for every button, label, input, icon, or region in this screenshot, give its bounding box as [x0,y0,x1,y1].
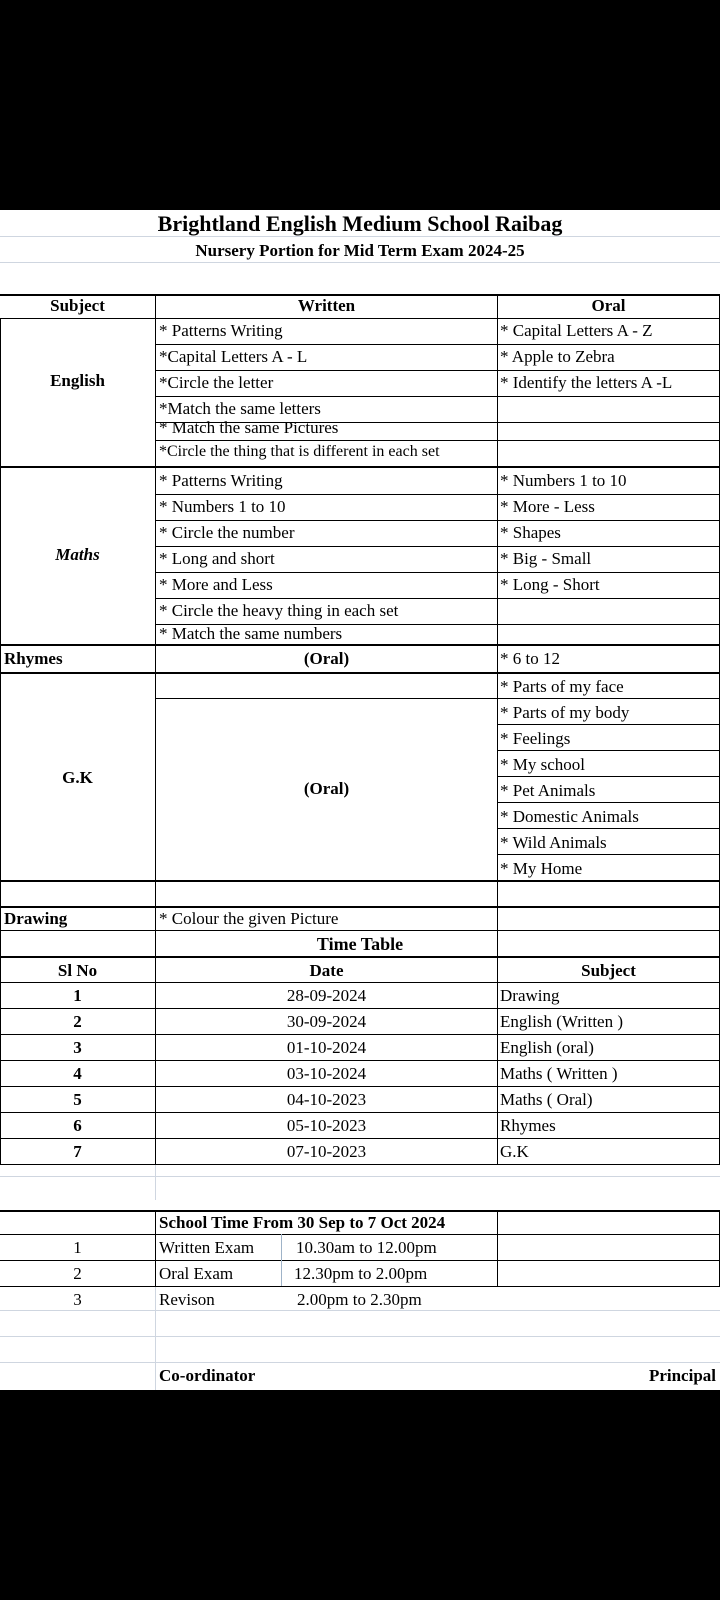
table-border [0,644,720,646]
table-border [497,828,720,829]
coordinator-signature-label: Co-ordinator [159,1366,256,1385]
table-border [0,1234,720,1235]
table-border [155,494,720,495]
table-border [497,750,720,751]
gridline [281,1234,282,1286]
table-row-date: 03-10-2024 [286,1064,367,1083]
table-border [0,906,720,908]
timetable-title: Time Table [316,934,404,954]
table-row-subject: Drawing [500,986,560,1005]
gridline [0,1362,720,1363]
table-border [497,802,720,803]
subject-drawing: Drawing [4,909,68,928]
list-item: * Parts of my face [500,677,624,696]
table-border [0,1286,720,1287]
table-row-sl: 1 [73,1238,82,1257]
table-border [155,598,720,599]
list-item: *Capital Letters A - L [159,347,308,366]
list-item: * Identify the letters A -L [500,373,673,392]
table-border [497,724,720,725]
table-border [497,294,498,882]
list-item: * More and Less [159,575,273,594]
table-row-subject: English (oral) [500,1038,594,1057]
table-row-subject: Maths ( Oral) [500,1090,593,1109]
table-row-sl: 2 [73,1264,82,1283]
table-row-subject: Rhymes [500,1116,556,1135]
table-border [155,546,720,547]
table-border [0,318,720,319]
list-item: * Feelings [500,729,571,748]
list-item: * Domestic Animals [500,807,639,826]
table-row-date: 28-09-2024 [286,986,367,1005]
table-row-sl: 3 [73,1038,82,1057]
list-item: * Numbers 1 to 10 [159,497,286,516]
gridline [0,1176,720,1177]
column-header-subject-tt: Subject [581,961,636,980]
list-item: * 6 to 12 [500,649,560,668]
table-border [155,396,720,397]
list-item: * Patterns Writing [159,321,283,340]
exam-sheet [0,210,720,1390]
table-border [155,440,720,441]
table-border [0,930,720,931]
table-row-date: 07-10-2023 [286,1142,367,1161]
school-name: Brightland English Medium School Raibag [157,211,563,236]
subject-maths: Maths [55,545,100,564]
list-item: * Wild Animals [500,833,607,852]
table-border [155,370,720,371]
list-item: * Long - Short [500,575,600,594]
list-item: * Circle the heavy thing in each set [159,601,399,620]
table-border [0,1008,720,1009]
table-border [0,906,1,930]
table-row-sl: 3 [73,1290,82,1309]
list-item: * Match the same numbers [159,624,343,643]
subject-rhymes: Rhymes [4,649,63,668]
list-item: * Match the same Pictures [159,418,339,437]
table-row-label: Written Exam [159,1238,255,1257]
list-item: * Big - Small [500,549,592,568]
table-border [155,344,720,345]
list-item: * Pet Animals [500,781,596,800]
table-border [0,1060,720,1061]
school-time-title: School Time From 30 Sep to 7 Oct 2024 [159,1213,446,1232]
table-row-label: Oral Exam [159,1264,234,1283]
list-item: * My Home [500,859,583,878]
list-item: *Circle the letter [159,373,274,392]
list-item: *Match the same letters [159,399,321,418]
list-item: * Long and short [159,549,275,568]
table-row-sl: 2 [73,1012,82,1031]
list-item: * Colour the given Picture [159,909,339,928]
table-border [0,880,720,882]
page-subtitle: Nursery Portion for Mid Term Exam 2024-25 [195,241,525,260]
table-row-sl: 6 [73,1116,82,1135]
table-border [0,1164,720,1165]
table-border [0,1034,720,1035]
subject-gk: G.K [62,768,93,787]
table-border [497,956,498,1164]
table-border [0,1260,720,1261]
table-border [0,1138,720,1139]
table-border [0,1086,720,1087]
table-row-sl: 7 [73,1142,82,1161]
table-row-subject: Maths ( Written ) [500,1064,618,1083]
table-row-subject: English (Written ) [500,1012,624,1031]
list-item: * Numbers 1 to 10 [500,471,627,490]
column-header-subject: Subject [50,296,105,315]
table-row-sl: 4 [73,1064,82,1083]
column-header-slno: Sl No [57,961,98,980]
table-row-date: 04-10-2023 [286,1090,367,1109]
table-row-sl: 1 [73,986,82,1005]
list-item: * Circle the number [159,523,295,542]
table-row-label: Revison [159,1290,215,1309]
table-border [155,906,156,930]
table-border [0,466,720,468]
table-row-time: 2.00pm to 2.30pm [297,1290,422,1309]
table-border [0,672,720,674]
column-header-date: Date [309,961,344,980]
subject-english: English [50,371,105,390]
list-item: * Patterns Writing [159,471,283,490]
list-item: * Shapes [500,523,561,542]
table-border [155,1210,156,1286]
gridline [155,1286,156,1390]
table-border [497,1210,498,1286]
column-header-oral: Oral [591,296,626,315]
table-border [0,956,720,958]
gridline [0,262,720,263]
table-row-date: 01-10-2024 [286,1038,367,1057]
gridline [0,236,720,237]
table-border [497,854,720,855]
list-item: *Circle the thing that is different in each set [159,443,440,460]
principal-signature-label: Principal [648,1366,716,1385]
list-item: * Parts of my body [500,703,630,722]
list-item: * My school [500,755,585,774]
table-border [497,906,498,930]
table-border [0,1210,720,1212]
table-border [497,776,720,777]
gk-written: (Oral) [303,779,350,798]
gridline [0,1310,720,1311]
list-item: * Apple to Zebra [500,347,615,366]
table-border [155,520,720,521]
table-row-sl: 5 [73,1090,82,1109]
list-item: * More - Less [500,497,595,516]
column-header-written: Written [297,296,356,315]
table-border [155,572,720,573]
table-row-subject: G.K [500,1142,529,1161]
table-row-time: 12.30pm to 2.00pm [294,1264,428,1283]
table-row-date: 05-10-2023 [286,1116,367,1135]
table-row-time: 10.30am to 12.00pm [296,1238,437,1257]
list-item: * Capital Letters A - Z [500,321,653,340]
gridline [0,1336,720,1337]
table-border [155,698,720,699]
table-border [0,982,720,983]
table-border [0,1112,720,1113]
table-row-date: 30-09-2024 [286,1012,367,1031]
rhymes-written: (Oral) [303,649,350,668]
